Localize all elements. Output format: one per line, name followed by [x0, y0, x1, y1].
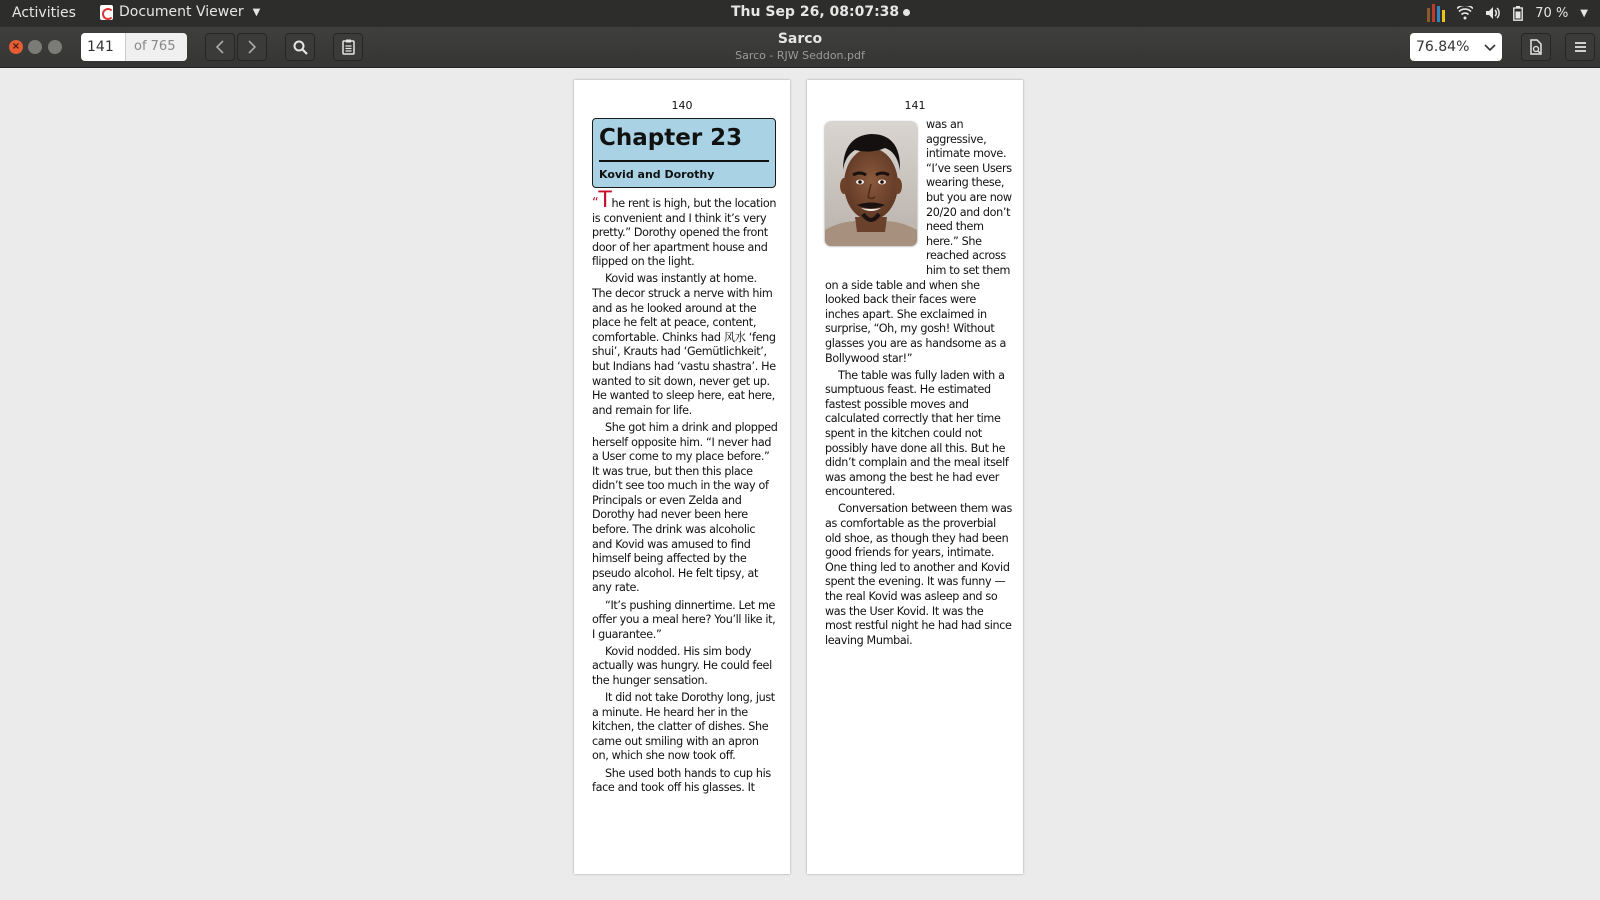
clock-text: Thu Sep 26, 08:07:38 [731, 4, 900, 20]
page-text [592, 188, 778, 798]
page-number: 141 [904, 99, 926, 112]
page-number-input[interactable]: 141 [81, 33, 125, 61]
image-float-spacer [825, 118, 926, 264]
app-name: Document Viewer [119, 4, 244, 20]
clock[interactable] [731, 4, 910, 20]
view-options-button[interactable] [1521, 33, 1551, 61]
activities-button[interactable]: Activities [12, 5, 76, 21]
page-number: 140 [671, 99, 693, 112]
paragraph: Conversation between them was as comfortable as the proverbial old shoe, as though they had been good friends for years, intimate. One thing led to another and Kovid spent the evening. It was funny — the real Kovid was asleep and so was the User Kovid. It was the most restful night he had had since leaving Mumbai. [825, 502, 1012, 647]
document-title: Sarco [777, 31, 823, 47]
page-141[interactable] [807, 80, 1023, 874]
library-icon[interactable] [1427, 4, 1445, 22]
paragraph: She used both hands to cup his face and took off his glasses. It [592, 766, 771, 795]
chevron-left-icon [215, 40, 225, 54]
notification-dot-icon [903, 9, 910, 16]
battery-percentage: 70 % [1535, 5, 1569, 21]
paragraph: “It’s pushing dinnertime. Let me offer you a meal here? You’ll like it, I guarantee.” [592, 598, 776, 641]
annotations-button[interactable] [333, 33, 363, 61]
zoom-select[interactable] [1410, 33, 1502, 61]
page-selector [81, 33, 187, 61]
chapter-title: Chapter 23 [599, 125, 743, 151]
page-text [825, 118, 1013, 651]
page-140[interactable] [574, 80, 790, 874]
chevron-down-icon[interactable]: ▼ [1580, 7, 1588, 19]
document-filename: Sarco - RJW Seddon.pdf [735, 49, 865, 62]
paragraph-text: he rent is high, but the location is convenient and I think it’s very pretty.” Dorothy opened the front door of her apartment house and flipped on the light. [592, 197, 777, 269]
system-tray[interactable] [1427, 4, 1588, 22]
drop-cap: T [598, 188, 612, 213]
clipboard-icon [342, 39, 355, 55]
next-page-button[interactable] [237, 33, 267, 61]
gnome-top-bar [0, 0, 1600, 27]
document-view-icon [1529, 39, 1543, 55]
paragraph: was an aggressive, intimate move. “I’ve seen Users wearing these, but you are now 20/20 and don’t need them here.” She reached across him to set them on a side table and when she looked back their faces were inches apart. She exclaimed in surprise, “Oh, my gosh! Without glasses you are as handsome as a Bollywood star!” [825, 118, 1012, 365]
main-menu-button[interactable] [1565, 33, 1595, 61]
maximize-window-button[interactable] [48, 40, 62, 54]
paragraph: Kovid nodded. His sim body actually was hungry. He could feel the hunger sensation. [592, 644, 772, 687]
chevron-right-icon [247, 40, 257, 54]
chevron-down-icon [1484, 33, 1496, 61]
chevron-down-icon: ▼ [252, 6, 261, 18]
header-bar [0, 27, 1600, 68]
chapter-divider [599, 160, 769, 162]
paragraph: Kovid was instantly at home. The decor struck a nerve with him and as he looked around at the place he felt at peace, content, comfortable. Chinks had 风水 ‘feng shui’, Krauts had ‘Gemütlichkeit’, but Indians had ‘vastu shastra’. He wanted to sit down, never get up. He wanted to sleep here, eat here, and remain for life. [592, 272, 776, 417]
search-icon [293, 40, 308, 55]
search-button[interactable] [285, 33, 315, 61]
document-view[interactable] [0, 68, 1600, 900]
total-pages-label: of 765 [125, 33, 187, 61]
document-viewer-icon [100, 5, 113, 20]
paragraph: The table was fully laden with a sumptuous feast. He estimated fastest possible moves and calculated correctly that her time spent in the kitchen could not possibly have done all this. But he didn’t complain and the meal itself was among the best he had ever encountered. [825, 368, 1009, 499]
chapter-subtitle: Kovid and Dorothy [599, 168, 715, 181]
drop-quote: “ [592, 196, 599, 211]
paragraph [592, 188, 778, 270]
app-menu[interactable] [100, 4, 260, 20]
zoom-value: 76.84% [1416, 39, 1470, 55]
paragraph: She got him a drink and plopped herself opposite him. “I never had a User come to my place before.” It was true, but then this place didn’t see too much in the way of Principals or even Zelda and Dorothy had never been here before. The drink was alcoholic and Kovid was amused to find himself being affected by the pseudo alcohol. He felt tipsy, at any rate. [592, 420, 778, 595]
hamburger-menu-icon [1574, 41, 1587, 53]
battery-icon[interactable] [1513, 6, 1523, 21]
volume-icon[interactable] [1485, 6, 1501, 20]
previous-page-button[interactable] [205, 33, 235, 61]
chapter-heading-box [592, 118, 776, 188]
close-window-button[interactable]: × [9, 40, 23, 54]
wifi-icon[interactable] [1457, 6, 1473, 20]
paragraph: It did not take Dorothy long, just a minute. He heard her in the kitchen, the clatter of dishes. She came out smiling with an apron on, which she now took off. [592, 691, 775, 763]
minimize-window-button[interactable] [28, 40, 42, 54]
